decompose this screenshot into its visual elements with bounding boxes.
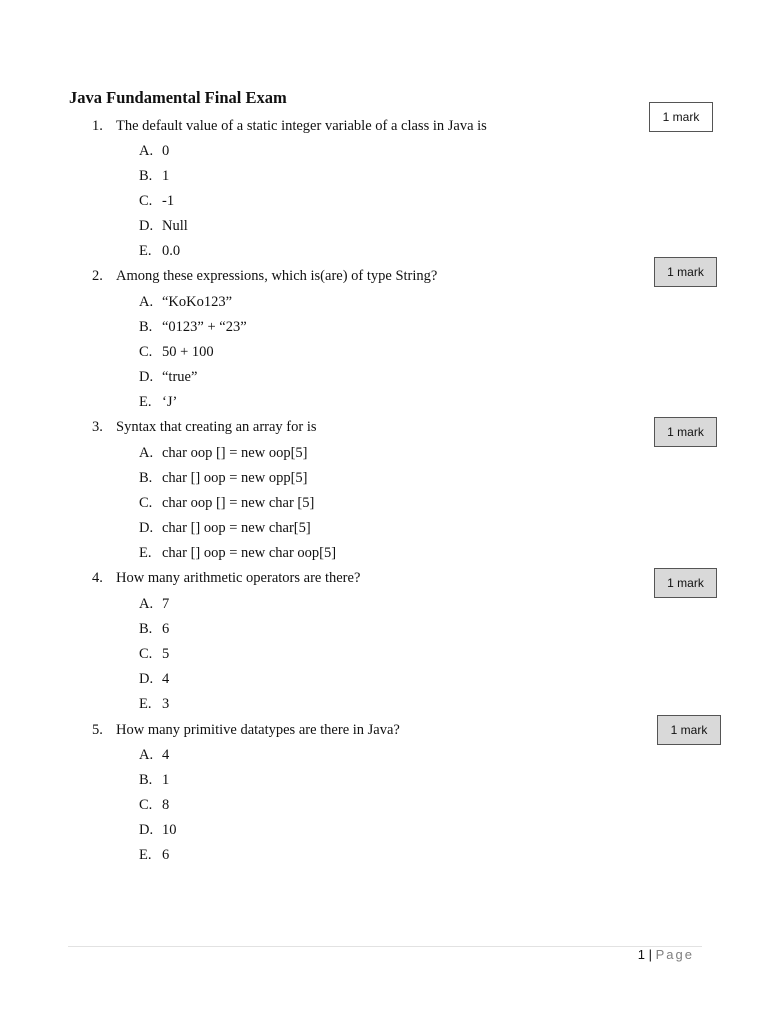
- option-letter: E.: [139, 243, 152, 259]
- option-text: 6: [162, 847, 170, 863]
- option-letter: A.: [139, 143, 154, 159]
- option-text: 6: [162, 621, 170, 637]
- option-letter: B.: [139, 621, 153, 637]
- option-letter: A.: [139, 445, 154, 461]
- option-text: char [] oop = new char oop[5]: [162, 545, 337, 561]
- option-text: char [] oop = new char[5]: [162, 520, 311, 536]
- page-number: 1: [637, 947, 645, 962]
- option-text: 0.0: [162, 243, 181, 259]
- option-text: 8: [162, 797, 170, 813]
- option-letter: A.: [139, 596, 154, 612]
- question-text: Syntax that creating an array for is: [116, 419, 317, 435]
- option-letter: B.: [139, 470, 153, 486]
- option-text: 50 + 100: [162, 344, 214, 360]
- option-text: 0: [162, 143, 170, 159]
- option-letter: B.: [139, 168, 153, 184]
- mark-badge: 1 mark: [654, 257, 717, 287]
- footer-separator: |: [648, 947, 652, 962]
- page-label: Page: [655, 947, 694, 962]
- option-letter: E.: [139, 696, 152, 712]
- option-letter: D.: [139, 671, 154, 687]
- option-letter: D.: [139, 520, 154, 536]
- option-letter: C.: [139, 344, 153, 360]
- option-letter: A.: [139, 747, 154, 763]
- question-number: 3.: [92, 419, 103, 435]
- option-text: ‘J’: [162, 394, 178, 410]
- question-number: 5.: [92, 722, 103, 738]
- page-footer: [638, 945, 694, 965]
- option-letter: C.: [139, 193, 153, 209]
- option-text: 5: [162, 646, 170, 662]
- option-letter: D.: [139, 822, 154, 838]
- option-letter: E.: [139, 545, 152, 561]
- option-text: Null: [162, 218, 188, 234]
- mark-badge: 1 mark: [654, 417, 717, 447]
- option-text: “true”: [162, 369, 198, 385]
- option-letter: D.: [139, 218, 154, 234]
- option-letter: B.: [139, 772, 153, 788]
- option-letter: C.: [139, 797, 153, 813]
- mark-badge: 1 mark: [649, 102, 713, 132]
- question-number: 2.: [92, 268, 103, 284]
- question-number: 4.: [92, 570, 103, 586]
- exam-title: Java Fundamental Final Exam: [69, 88, 287, 107]
- footer-divider: [68, 946, 702, 947]
- option-text: 7: [162, 596, 170, 612]
- option-text: char [] oop = new opp[5]: [162, 470, 308, 486]
- option-letter: B.: [139, 319, 153, 335]
- option-text: “0123” + “23”: [162, 319, 247, 335]
- option-text: 1: [162, 772, 170, 788]
- question-text: Among these expressions, which is(are) of type String?: [116, 268, 438, 284]
- question-number: 1.: [92, 118, 103, 134]
- option-letter: E.: [139, 394, 152, 410]
- question-text: How many primitive datatypes are there in Java?: [116, 722, 400, 738]
- option-text: char oop [] = new char [5]: [162, 495, 315, 511]
- option-letter: D.: [139, 369, 154, 385]
- option-text: “KoKo123”: [162, 294, 233, 310]
- mark-badge: 1 mark: [654, 568, 717, 598]
- option-letter: C.: [139, 646, 153, 662]
- option-text: 1: [162, 168, 170, 184]
- option-text: -1: [162, 193, 175, 209]
- option-text: 3: [162, 696, 170, 712]
- option-letter: A.: [139, 294, 154, 310]
- option-letter: C.: [139, 495, 153, 511]
- option-text: 4: [162, 747, 170, 763]
- option-text: 10: [162, 822, 177, 838]
- option-letter: E.: [139, 847, 152, 863]
- question-text: How many arithmetic operators are there?: [116, 570, 361, 586]
- option-text: 4: [162, 671, 170, 687]
- option-text: char oop [] = new oop[5]: [162, 445, 308, 461]
- question-text: The default value of a static integer variable of a class in Java is: [116, 118, 487, 134]
- mark-badge: 1 mark: [657, 715, 721, 745]
